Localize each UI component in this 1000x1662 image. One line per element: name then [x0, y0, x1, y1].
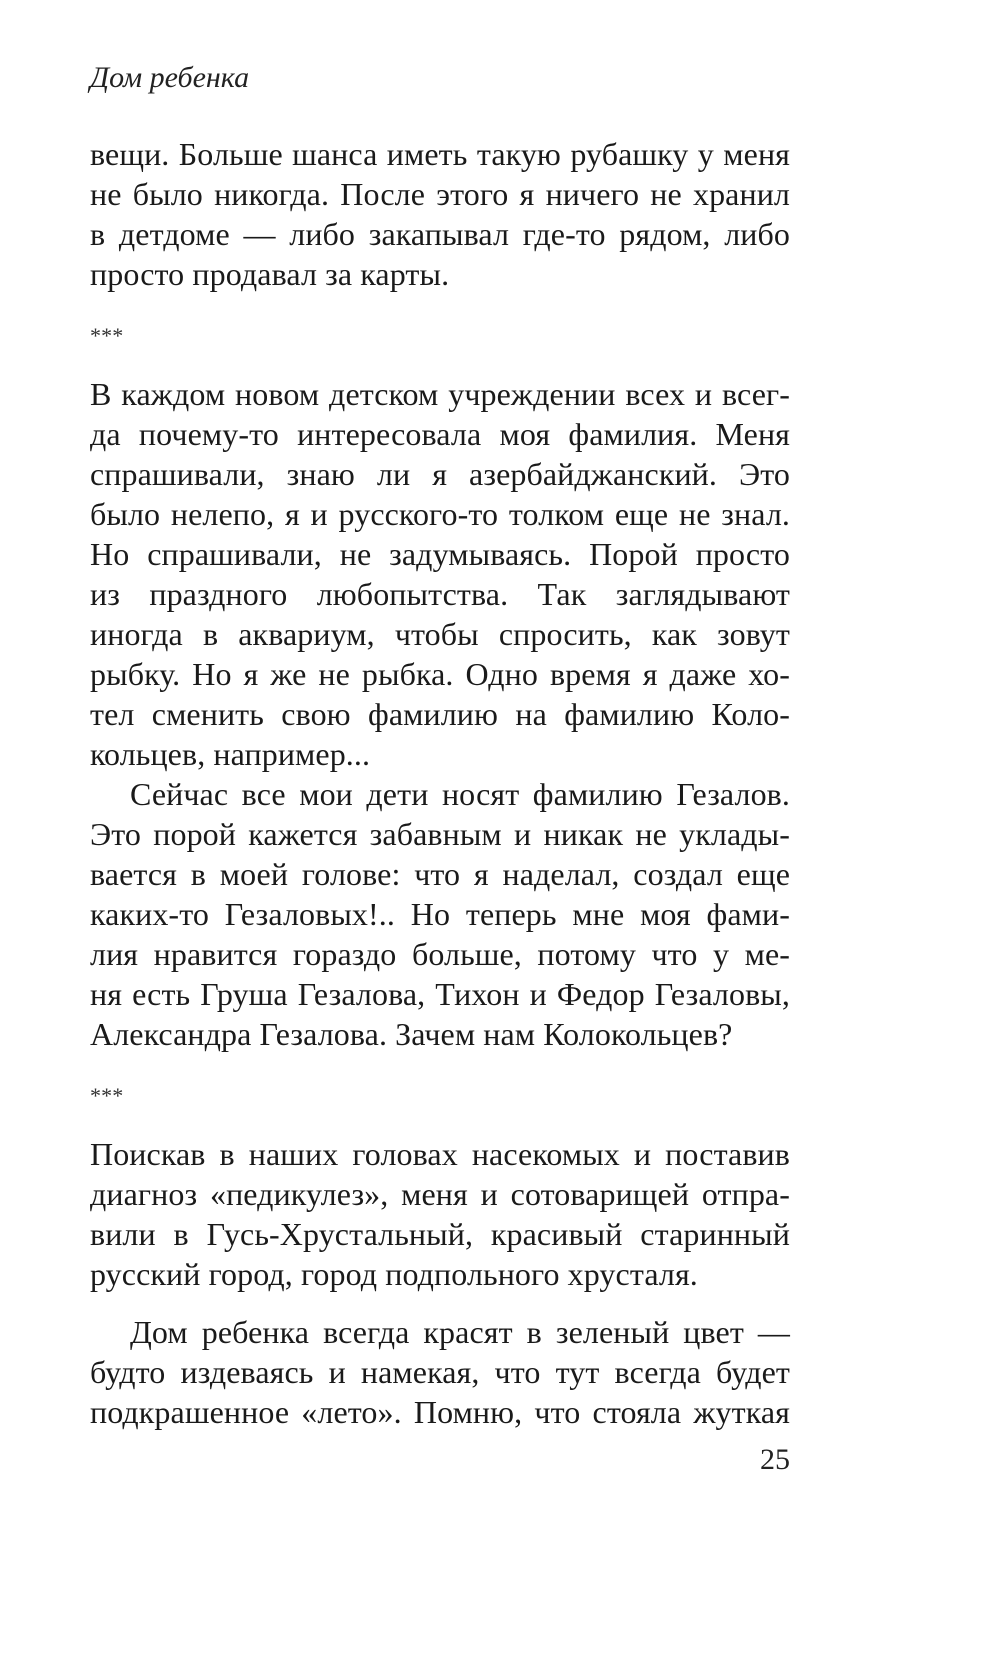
paragraph [90, 374, 790, 774]
paragraph [90, 1312, 790, 1432]
text-line: просто продавал за карты. [90, 256, 450, 292]
text-line: Александра Гезалова. Зачем нам Колокольцев? [90, 1016, 733, 1052]
paragraph [90, 774, 790, 1054]
text-line: ня есть Груша Гезалова, Тихон и Федор Гезаловы, [90, 976, 790, 1012]
text-line: тел сменить свою фамилию на фамилию Коло- [90, 696, 790, 732]
page-number: 25 [760, 1443, 790, 1476]
text-line: лия нравится гораздо больше, потому что у ме- [90, 936, 790, 972]
text-line: вается в моей голове: что я наделал, создал еще [90, 856, 790, 892]
text-line: было нелепо, я и русского-то толком еще не знал. [90, 496, 790, 532]
page-body [90, 134, 790, 1432]
text-line: каких-то Гезаловых!.. Но теперь мне моя фами- [90, 896, 790, 932]
text-line: будто издеваясь и намекая, что тут всегда будет [90, 1354, 790, 1390]
text-line: иногда в аквариум, чтобы спросить, как зовут [90, 616, 790, 652]
section-separator: *** [90, 1083, 124, 1108]
text-line: не было никогда. После этого я ничего не хранил [90, 176, 790, 212]
text-line: Это порой кажется забавным и никак не уклады- [90, 816, 790, 852]
text-line: рыбку. Но я же не рыбка. Одно время я даже хо- [90, 656, 790, 692]
text-line: спрашивали, знаю ли я азербайджанский. Это [90, 456, 790, 492]
text-line: Дом ребенка всегда красят в зеленый цвет — [130, 1314, 790, 1350]
text-line: подкрашенное «лето». Помню, что стояла жуткая [90, 1394, 790, 1430]
text-line: В каждом новом детском учреждении всех и всег- [90, 376, 790, 412]
text-line: из праздного любопытства. Так заглядывают [90, 576, 790, 612]
text-line: вили в Гусь-Хрустальный, красивый старинный [90, 1216, 790, 1252]
text-line: в детдоме — либо закапывал где-то рядом, либо [90, 216, 790, 252]
section-separator: *** [90, 323, 124, 348]
running-head: Дом ребенка [90, 61, 250, 94]
text-line: да почему-то интересовала моя фамилия. Меня [90, 416, 790, 452]
paragraph-continuation [90, 134, 790, 294]
text-line: диагноз «педикулез», меня и сотоварищей отпра- [90, 1176, 790, 1212]
text-line: Поискав в наших головах насекомых и поставив [90, 1136, 790, 1172]
text-line: Сейчас все мои дети носят фамилию Гезалов. [130, 776, 790, 812]
text-line: Но спрашивали, не задумываясь. Порой просто [90, 536, 790, 572]
text-line: вещи. Больше шанса иметь такую рубашку у меня [90, 136, 790, 172]
text-line: русский город, город подпольного хрусталя. [90, 1256, 698, 1292]
text-line: кольцев, например... [90, 736, 371, 772]
paragraph [90, 1134, 790, 1294]
